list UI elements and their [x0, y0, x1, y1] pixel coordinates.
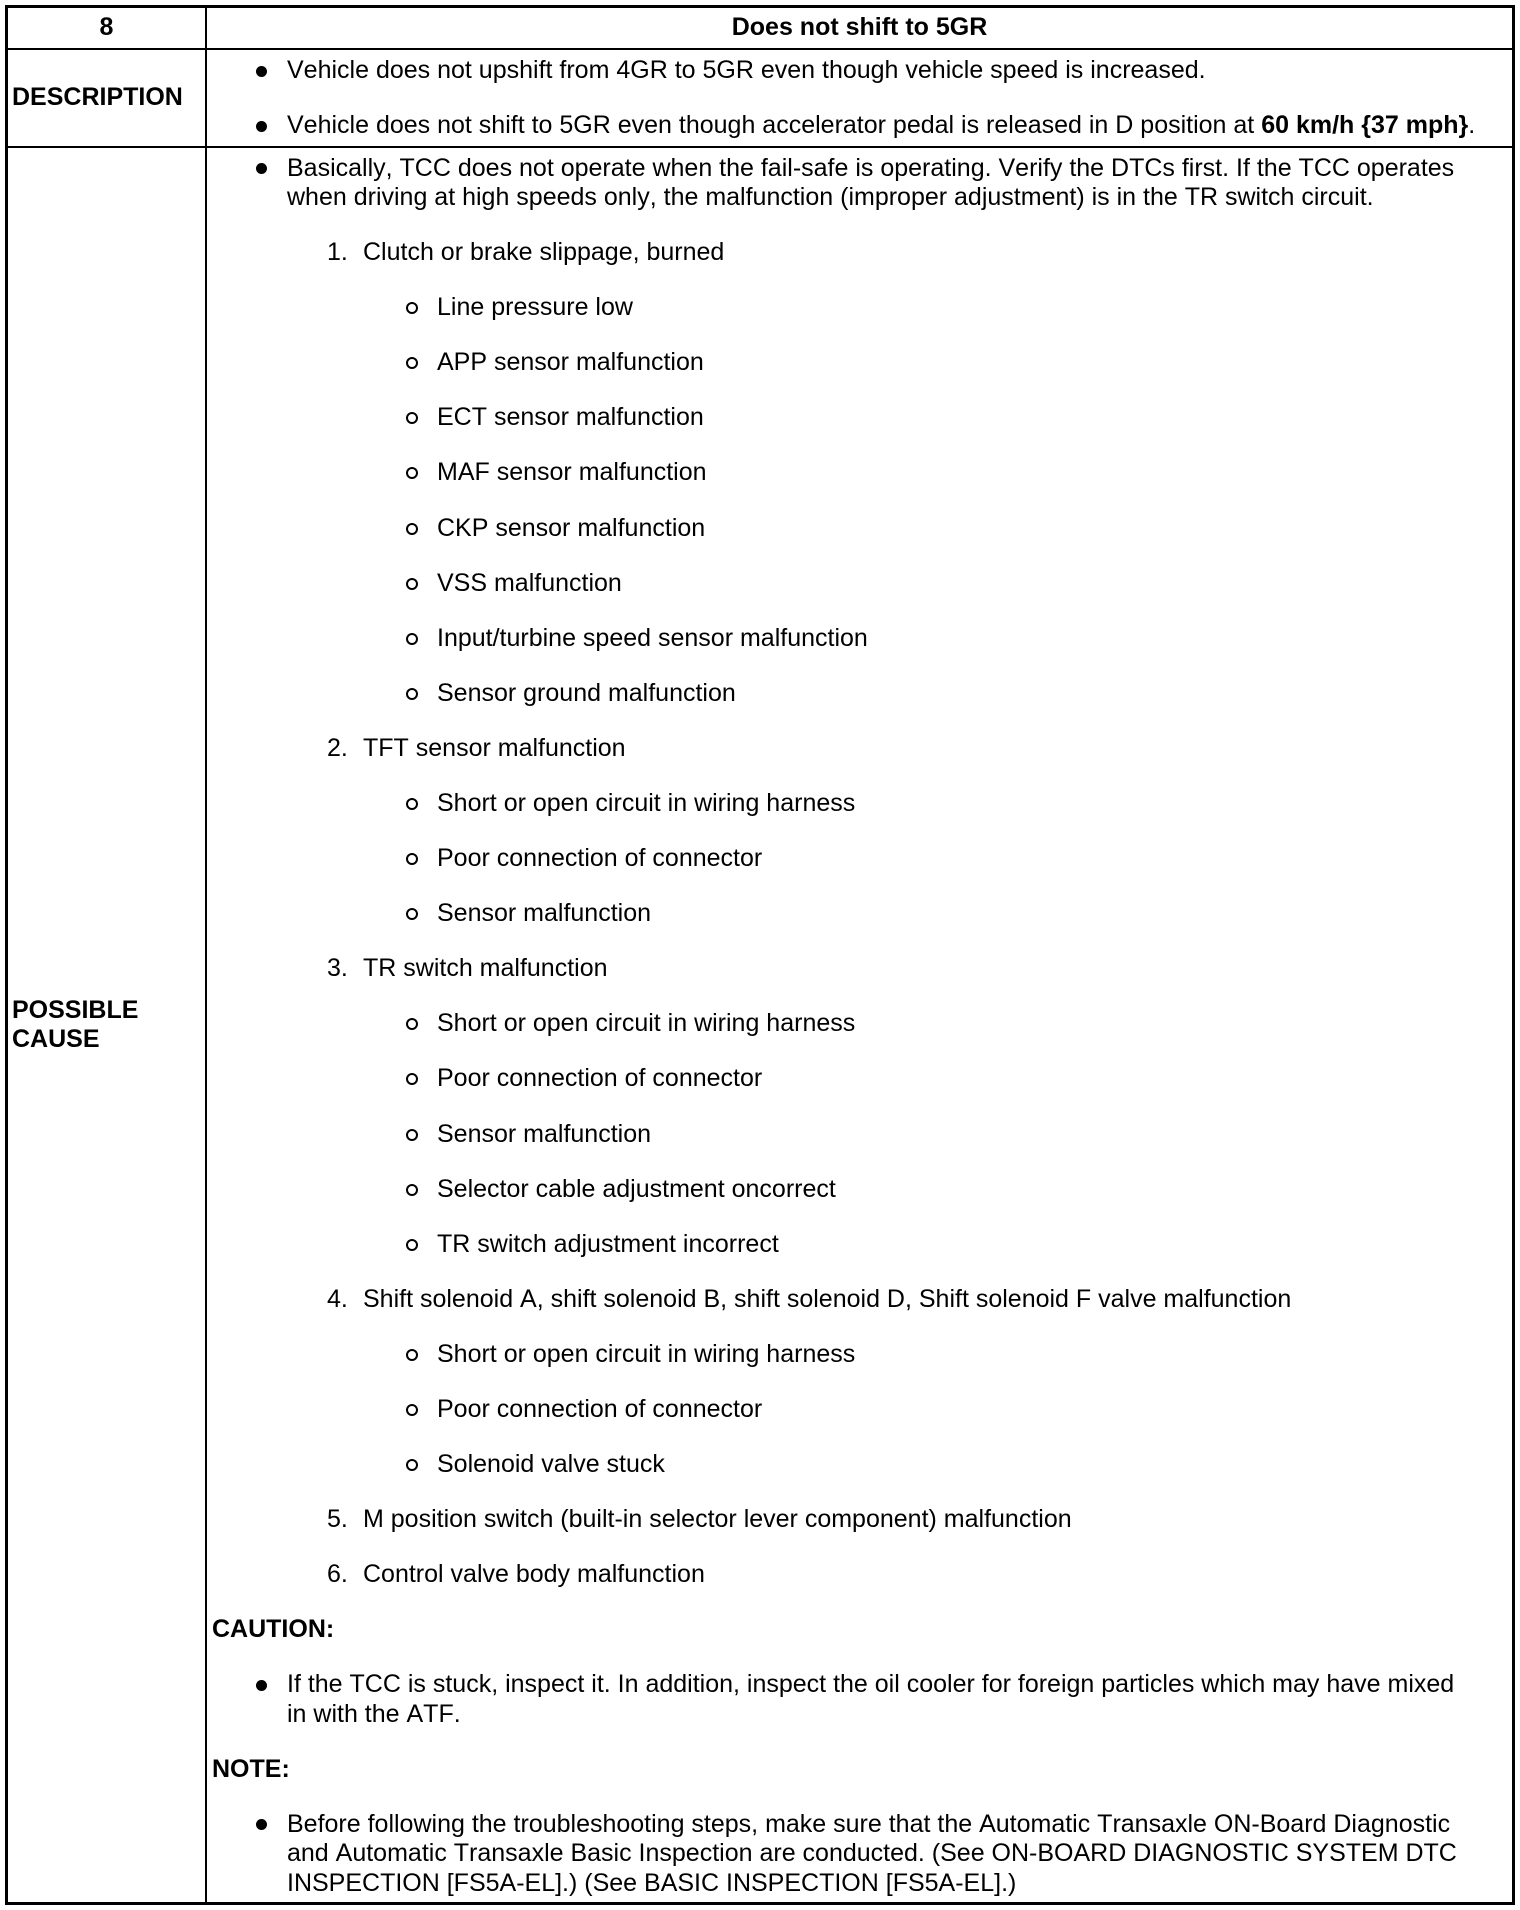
cause-3-sub-item — [207, 1175, 1468, 1204]
note-text: Before following the troubleshooting steps, make sure that the Automatic Transaxle ON-Board Diagnostic and Automatic Transaxle Basic Inspection are conducted. (See ON-BOARD DIAGNOSTIC SYSTEM DTC INSPECTION [FS5A-EL].) (See BASIC INSPECTION [FS5A-EL].) — [287, 1809, 1457, 1897]
hollow-circle-icon — [406, 467, 418, 479]
hollow-circle-icon — [406, 302, 418, 314]
cause-item-5 — [207, 1505, 1468, 1534]
hollow-circle-icon — [406, 357, 418, 369]
note-item — [207, 1810, 1468, 1898]
description-cell — [207, 50, 1512, 146]
bullet-icon — [256, 66, 267, 77]
cause-1-sub-item — [207, 403, 1468, 432]
sub-cause-text: Short or open circuit in wiring harness — [437, 1339, 856, 1368]
sub-cause-text: ECT sensor malfunction — [437, 403, 704, 432]
cause-number: 2. — [327, 733, 348, 762]
sub-cause-text: Sensor malfunction — [437, 899, 652, 928]
cause-1-sub-item — [207, 458, 1468, 487]
bullet-icon — [256, 1680, 267, 1691]
note-label: NOTE: — [212, 1754, 290, 1783]
description-item-2 — [207, 111, 1512, 140]
hollow-circle-icon — [406, 688, 418, 700]
cause-1-sub-item — [207, 348, 1468, 377]
sub-cause-text: VSS malfunction — [437, 568, 622, 597]
caution-text: If the TCC is stuck, inspect it. In addition, inspect the oil cooler for foreign particles which may have mixed in with the ATF. — [287, 1670, 1455, 1728]
sub-cause-text: Poor connection of connector — [437, 1064, 763, 1093]
description-label-cell — [8, 50, 207, 146]
possible-cause-cell — [207, 148, 1512, 1902]
sub-cause-text: MAF sensor malfunction — [437, 458, 707, 487]
hollow-circle-icon — [406, 1073, 418, 1085]
description-item-1 — [207, 56, 1512, 85]
possible-cause-intro — [207, 154, 1468, 213]
header-row — [8, 8, 1512, 50]
description-text: Vehicle does not upshift from 4GR to 5GR even though vehicle speed is increased. — [287, 56, 1206, 84]
sub-cause-text: Short or open circuit in wiring harness — [437, 788, 856, 817]
cause-item-1 — [207, 238, 1468, 267]
hollow-circle-icon — [406, 523, 418, 535]
cause-1-sub-item — [207, 624, 1468, 653]
hollow-circle-icon — [406, 578, 418, 590]
cause-1-sub-item — [207, 679, 1468, 708]
bullet-icon — [256, 121, 267, 132]
symptom-number: 8 — [8, 8, 207, 48]
caution-label: CAUTION: — [212, 1615, 335, 1644]
symptom-title: Does not shift to 5GR — [731, 13, 988, 42]
cause-text: Clutch or brake slippage, burned — [363, 238, 725, 267]
hollow-circle-icon — [406, 853, 418, 865]
cause-item-2 — [207, 734, 1468, 763]
bullet-icon — [256, 1819, 267, 1830]
cause-3-sub-item — [207, 1064, 1468, 1093]
cause-item-4 — [207, 1285, 1468, 1314]
cause-4-sub-item — [207, 1395, 1468, 1424]
hollow-circle-icon — [406, 1018, 418, 1030]
hollow-circle-icon — [406, 798, 418, 810]
sub-cause-text: Selector cable adjustment oncorrect — [437, 1174, 836, 1203]
cause-number: 5. — [327, 1505, 348, 1534]
cause-number: 1. — [327, 238, 348, 267]
sub-cause-text: Poor connection of connector — [437, 1395, 763, 1423]
bullet-icon — [256, 163, 267, 174]
cause-number: 6. — [327, 1560, 348, 1589]
cause-4-sub-item — [207, 1450, 1468, 1479]
cause-text: Control valve body malfunction — [363, 1560, 705, 1589]
hollow-circle-icon — [406, 908, 418, 920]
possible-cause-label: POSSIBLE CAUSE — [12, 995, 139, 1053]
sub-cause-text: APP sensor malfunction — [437, 348, 704, 377]
description-text: Vehicle does not shift to 5GR even though accelerator pedal is released in D position at — [287, 111, 1262, 140]
cause-2-sub-item — [207, 789, 1468, 818]
sub-cause-text: TR switch adjustment incorrect — [437, 1229, 779, 1258]
cause-text: TFT sensor malfunction — [363, 733, 626, 762]
cause-3-sub-item — [207, 1230, 1468, 1259]
troubleshooting-table — [5, 5, 1515, 1905]
cause-2-sub-item — [207, 844, 1468, 873]
cause-text: Shift solenoid A, shift solenoid B, shift solenoid D, Shift solenoid F valve malfunction — [363, 1284, 1292, 1313]
sub-cause-text: CKP sensor malfunction — [437, 513, 706, 542]
cause-3-sub-item — [207, 1009, 1468, 1038]
hollow-circle-icon — [406, 1404, 418, 1416]
hollow-circle-icon — [406, 1184, 418, 1196]
hollow-circle-icon — [406, 633, 418, 645]
cause-2-sub-item — [207, 899, 1468, 928]
sub-cause-text: Short or open circuit in wiring harness — [437, 1009, 856, 1038]
hollow-circle-icon — [406, 1239, 418, 1251]
possible-cause-row — [8, 148, 1512, 1902]
cause-text: TR switch malfunction — [363, 954, 608, 983]
description-label: DESCRIPTION — [12, 83, 183, 112]
cause-1-sub-item — [207, 569, 1468, 598]
cause-1-sub-item — [207, 514, 1468, 543]
cause-item-3 — [207, 954, 1468, 983]
description-text-end: . — [1468, 111, 1476, 140]
cause-number: 3. — [327, 954, 348, 983]
hollow-circle-icon — [406, 412, 418, 424]
sub-cause-text: Sensor ground malfunction — [437, 678, 736, 707]
hollow-circle-icon — [406, 1459, 418, 1471]
cause-1-sub-item — [207, 293, 1468, 322]
sub-cause-text: Line pressure low — [437, 293, 633, 322]
possible-cause-label-cell — [8, 148, 207, 1902]
cause-text: M position switch (built-in selector lever component) malfunction — [363, 1505, 1072, 1534]
sub-cause-text: Poor connection of connector — [437, 844, 763, 873]
cause-4-sub-item — [207, 1340, 1468, 1369]
hollow-circle-icon — [406, 1129, 418, 1141]
sub-cause-text: Sensor malfunction — [437, 1119, 652, 1148]
description-row — [8, 50, 1512, 148]
hollow-circle-icon — [406, 1349, 418, 1361]
cause-3-sub-item — [207, 1120, 1468, 1149]
cause-item-6 — [207, 1560, 1468, 1589]
sub-cause-text: Input/turbine speed sensor malfunction — [437, 623, 868, 652]
caution-item — [207, 1670, 1468, 1729]
sub-cause-text: Solenoid valve stuck — [437, 1450, 665, 1479]
possible-cause-intro-text: Basically, TCC does not operate when the fail-safe is operating. Verify the DTCs first. If the TCC operates when driving at high speeds only, the malfunction (improper adjustment) is in the TR switch circuit. — [287, 153, 1455, 211]
cause-number: 4. — [327, 1284, 348, 1313]
speed-value: 60 km/h {37 mph} — [1261, 111, 1469, 140]
